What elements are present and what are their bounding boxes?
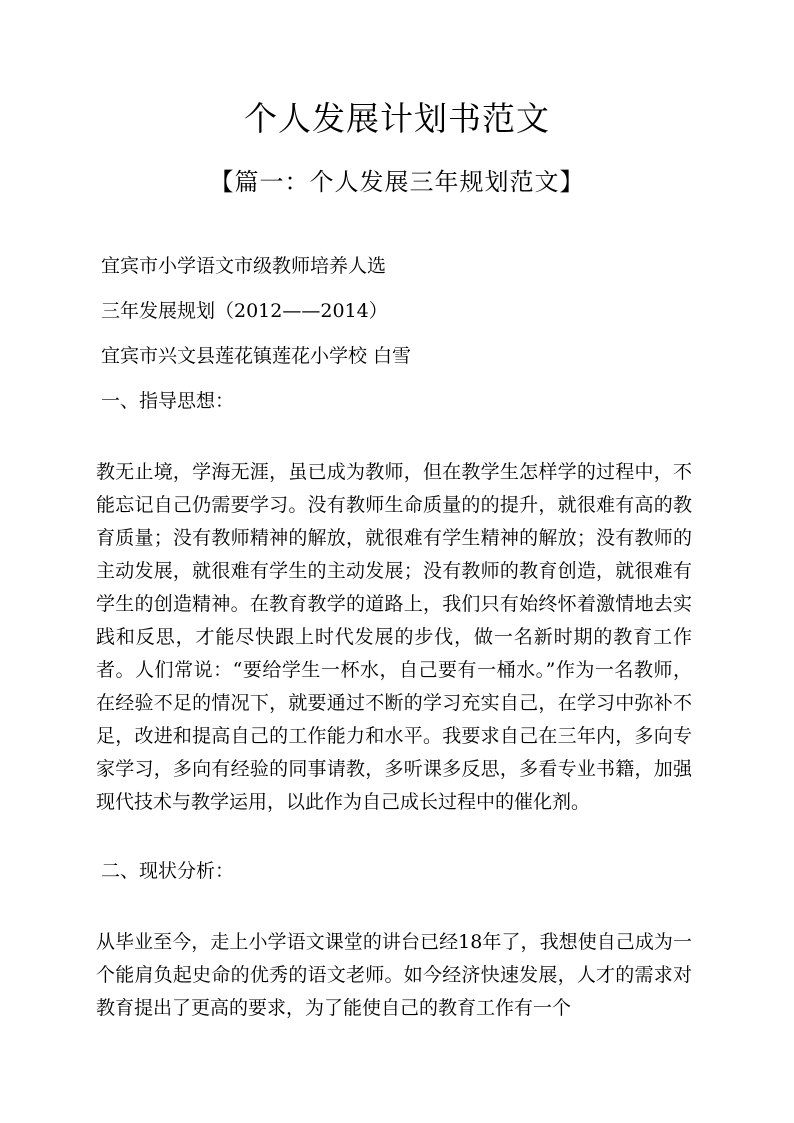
status-analysis-paragraph: 从毕业至今，走上小学语文课堂的讲台已经18年了，我想使自己成为一个能肩负起史命的优秀的语文老师。如今经济快速发展，人才的需求对教育提出了更高的要求，为了能使自己的教育工作有一个 [96, 931, 692, 1019]
section-heading-guiding-thought: 一、指导思想： [101, 390, 235, 412]
school-author-line: 宜宾市兴文县莲花镇莲花小学校 白雪 [101, 345, 412, 367]
plan-period-line: 三年发展规划（2012——2014） [101, 300, 388, 322]
document-title: 个人发展计划书范文 [244, 99, 550, 138]
document-subtitle: 【篇一：个人发展三年规划范文】 [209, 168, 585, 196]
candidate-line: 宜宾市小学语文市级教师培养人选 [101, 255, 387, 277]
section-heading-status-analysis: 二、现状分析： [101, 860, 235, 882]
guiding-thought-paragraph: 教无止境，学海无涯，虽已成为教师，但在教学生怎样学的过程中，不能忘记自己仍需要学习。没有教师生命质量的的提升，就很难有高的教育质量；没有教师精神的解放，就很难有学生精神的解放；没有教师的主动发展，就很难有学生的主动发展；没有教师的教育创造，就很难有学生的创造精神。在教育教学的道路上，我们只有始终怀着激情地去实践和反思，才能尽快跟上时代发展的步伐，做一名新时期的教育工作者。人们常说：“要给学生一杯水，自己要有一桶水。”作为一名教师，在经验不足的情况下，就要通过不断的学习充实自己，在学习中弥补不足，改进和提高自己的工作能力和水平。我要求自己在三年内，多向专家学习，多向有经验的同事请教，多听课多反思，多看专业书籍，加强现代技术与教学运用，以此作为自己成长过程中的催化剂。 [96, 461, 692, 813]
